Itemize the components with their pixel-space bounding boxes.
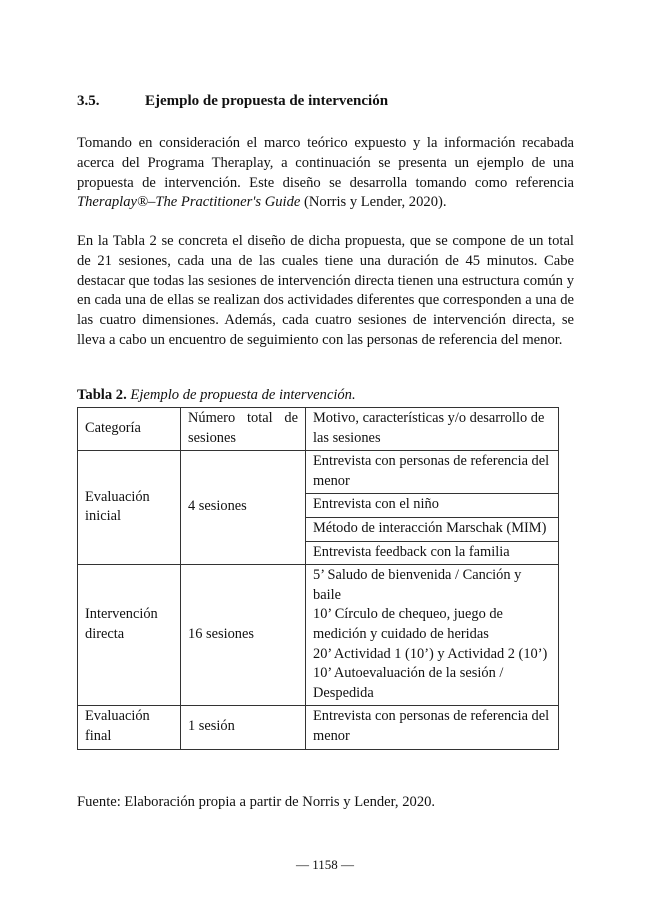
- cell-description: Entrevista con personas de referencia del menor: [306, 451, 559, 494]
- cell-category: Evaluación final: [78, 706, 181, 749]
- table-row: [78, 451, 559, 494]
- session-step: 10’ Autoevaluación de la sesión / Despedida: [313, 665, 504, 701]
- table-caption-label: Tabla 2.: [77, 387, 127, 403]
- cell-sessions: 1 sesión: [181, 706, 306, 749]
- cell-sessions: 16 sesiones: [181, 565, 306, 706]
- header-sessions: Número total de sesiones: [181, 408, 306, 451]
- cell-description: [306, 565, 559, 706]
- section-title: Ejemplo de propuesta de intervención: [145, 93, 389, 109]
- book-title: Theraplay®–The Practitioner's Guide: [77, 194, 301, 211]
- paragraph-1-citation: (Norris y Lender, 2020).: [300, 194, 447, 211]
- section-number: 3.5.: [77, 93, 100, 109]
- session-step: 10’ Círculo de chequeo, juego de medición y cuidado de heridas: [313, 606, 503, 642]
- paragraph-1: [77, 134, 574, 213]
- session-step: 5’ Saludo de bienvenida / Canción y baile: [313, 567, 522, 603]
- cell-description: Método de interacción Marschak (MIM): [306, 517, 559, 541]
- table-row: [78, 706, 559, 749]
- cell-description: Entrevista con el niño: [306, 494, 559, 518]
- cell-description: Entrevista con personas de referencia del menor: [306, 706, 559, 749]
- paragraph-2: En la Tabla 2 se concreta el diseño de dicha propuesta, que se compone de un total de 21 sesiones, cada una de las cuales tiene una duración de 45 minutos. Cabe destacar que todas las sesiones de intervención directa tienen una estructura común y en cada una de ellas se realizan dos actividades diferentes que corresponden a una de las cuatro dimensiones. Además, cada cuatro sesiones de intervención directa, se lleva a cabo un encuentro de seguimiento con las personas de referencia del menor.: [77, 233, 574, 348]
- intervention-table: [77, 407, 559, 750]
- section-heading: [77, 93, 388, 110]
- header-description: Motivo, características y/o desarrollo de las sesiones: [306, 408, 559, 451]
- table-caption-text: Ejemplo de propuesta de intervención.: [130, 387, 356, 403]
- table-caption: [77, 387, 356, 404]
- cell-sessions: 4 sesiones: [181, 451, 306, 565]
- paragraph-1-text: Tomando en consideración el marco teórico expuesto y la información recabada acerca del Programa Theraplay, a continuación se presenta un ejemplo de una propuesta de intervención. Este diseño se desarrolla tomando como referencia: [77, 135, 574, 191]
- cell-description: Entrevista feedback con la familia: [306, 541, 559, 565]
- header-category: Categoría: [78, 408, 181, 451]
- cell-category: Evaluación inicial: [78, 451, 181, 565]
- session-step: 20’ Actividad 1 (10’) y Actividad 2 (10’): [313, 645, 548, 662]
- page-number: — 1158 —: [295, 857, 355, 872]
- table-row: [78, 565, 559, 706]
- table-header-row: [78, 408, 559, 451]
- cell-category: Intervención directa: [78, 565, 181, 706]
- table-source: Fuente: Elaboración propia a partir de Norris y Lender, 2020.: [77, 794, 436, 810]
